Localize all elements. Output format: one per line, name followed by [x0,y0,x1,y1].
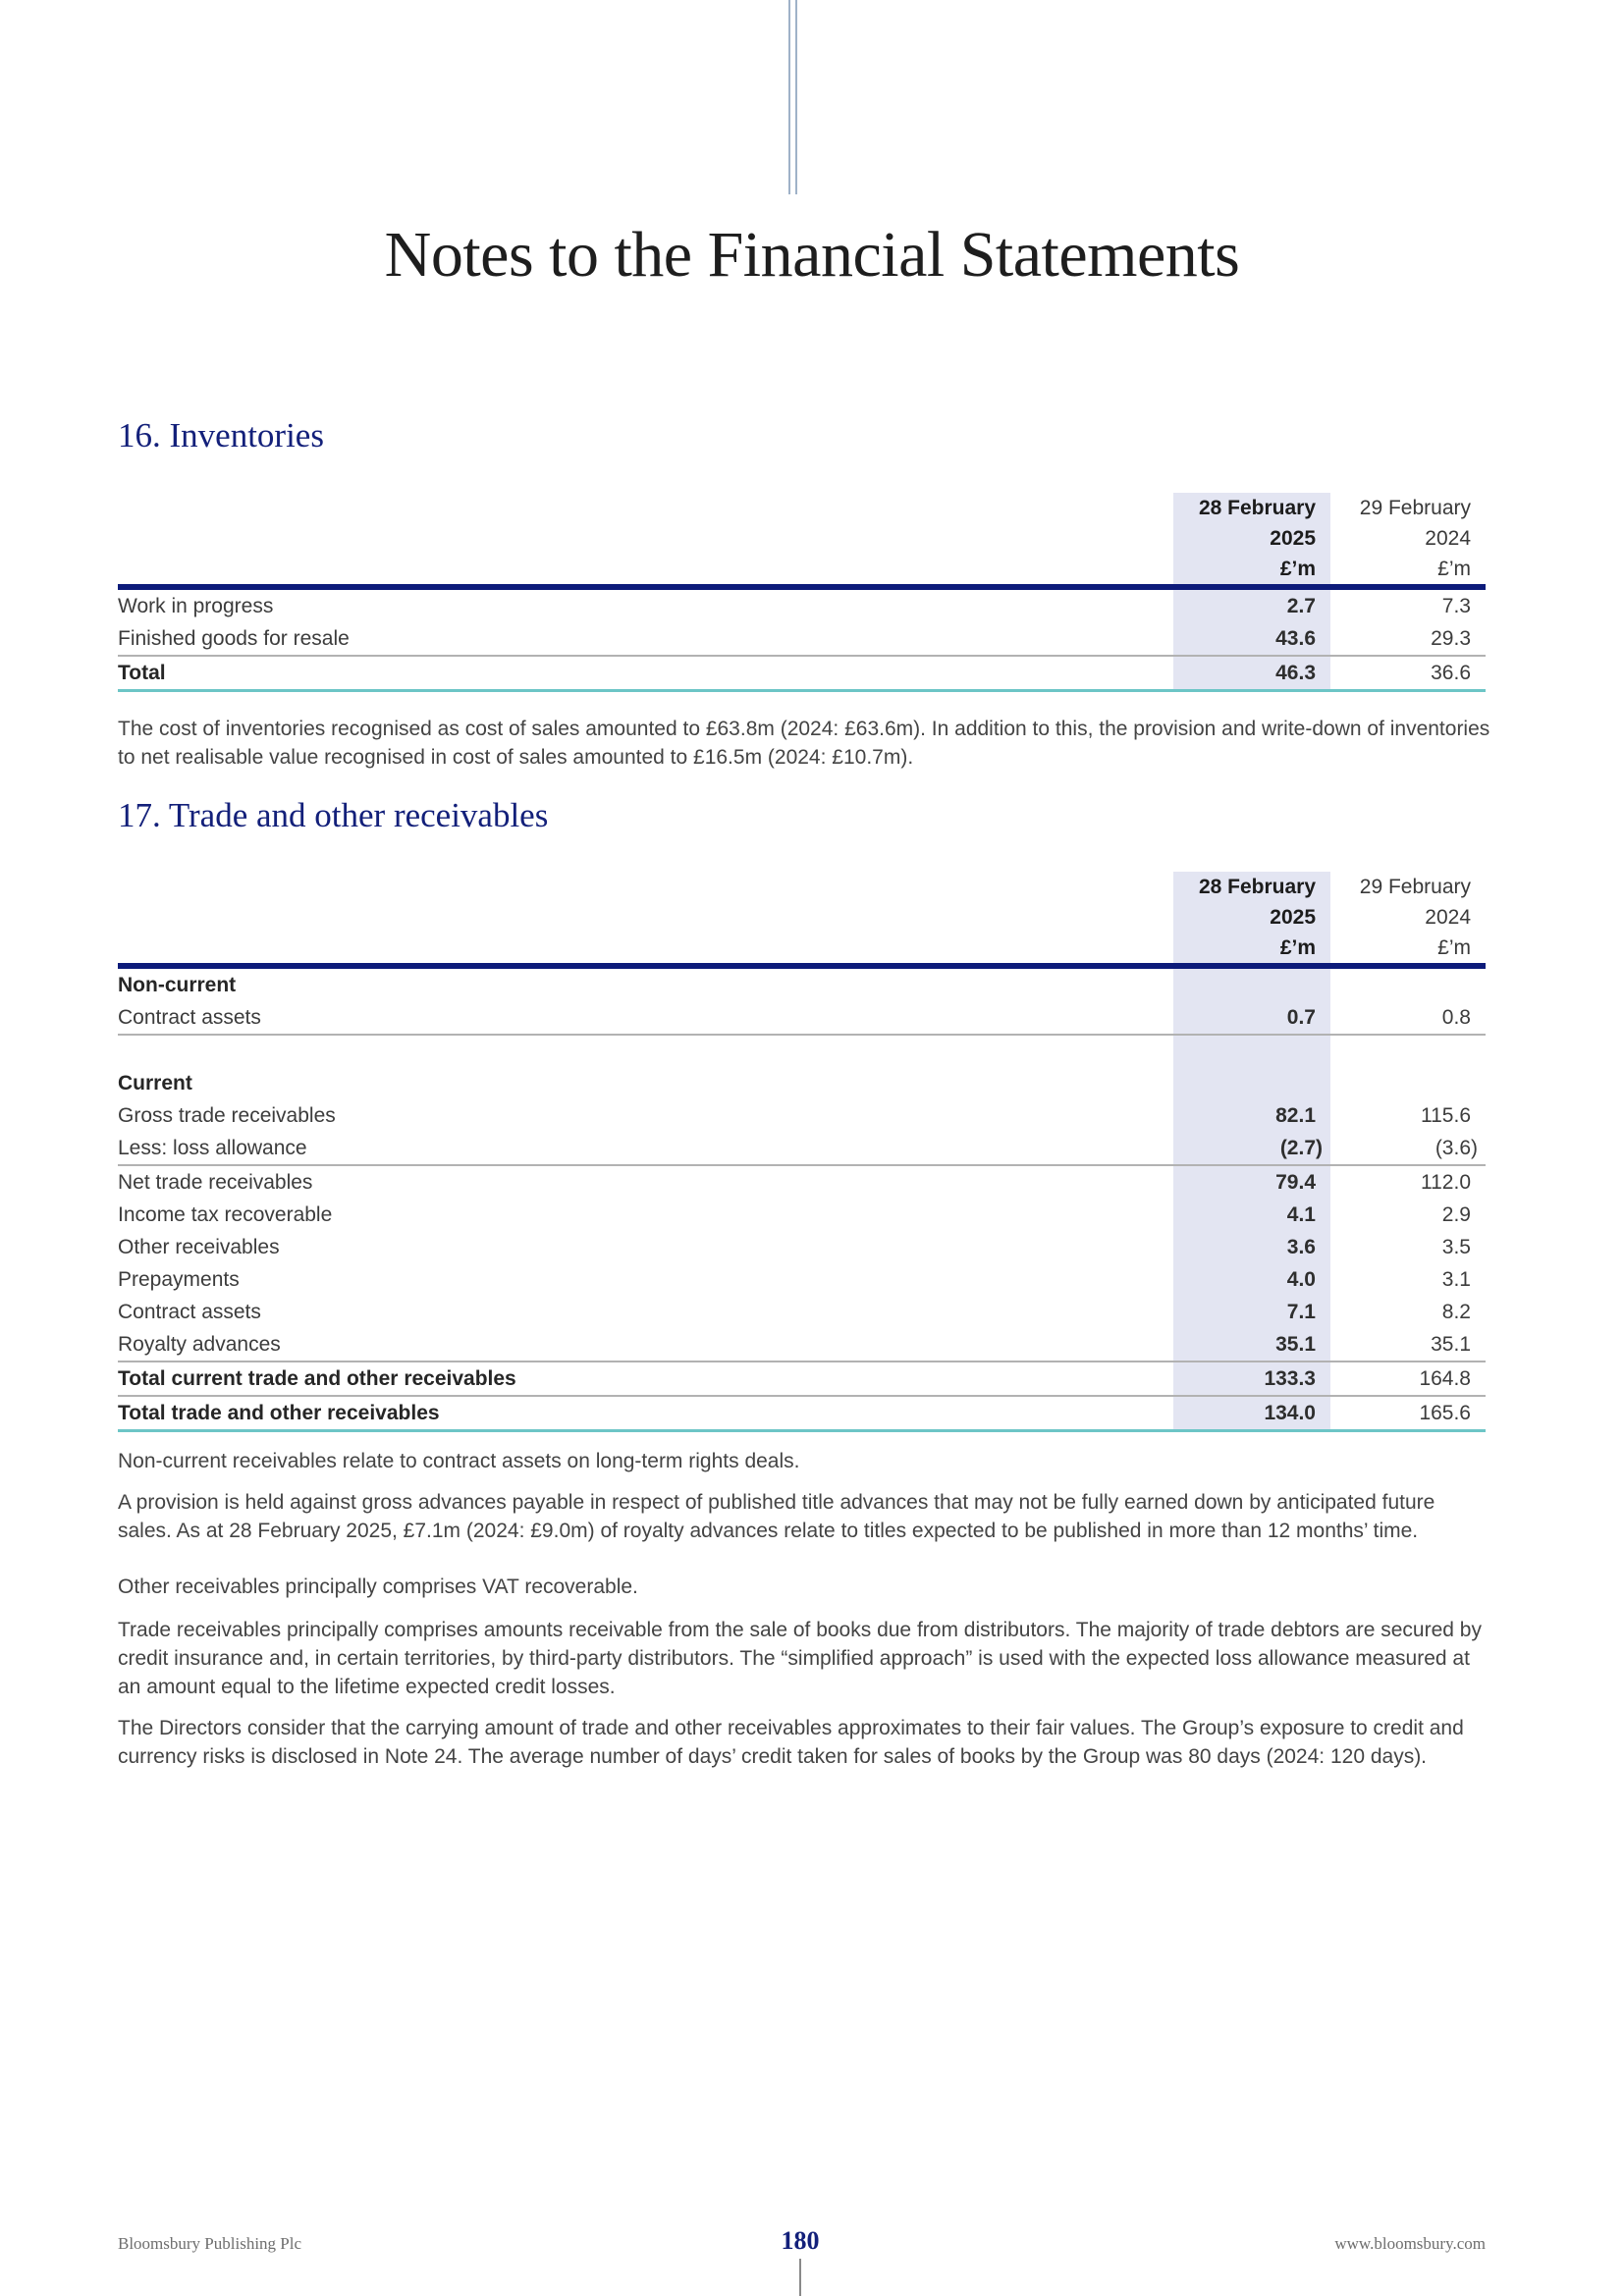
receivables-note: The Directors consider that the carrying amount of trade and other receivables approximates to their fair values. The Group’s exposure to credit and currency risks is disclosed in Note 24. The average number of days’ credit taken for sales of books by the Group was 80 days (2024: 120 days). [118,1717,1464,1768]
previous-period-unit: £’m [1330,933,1486,966]
table-row [118,1199,1486,1231]
previous-period-unit: £’m [1330,554,1486,587]
current-value: 35.1 [1173,1328,1330,1362]
current-value: 2.7 [1173,587,1330,622]
table-row [118,622,1486,656]
row-label: Total current trade and other receivables [118,1362,1173,1396]
section-label-row [118,966,1486,1001]
table-row [118,1165,1486,1199]
header-row [118,493,1486,523]
previous-value: 36.6 [1330,656,1486,691]
row-label: Other receivables [118,1236,280,1258]
current-value: (2.7) [1173,1132,1330,1165]
table-row [118,1132,1486,1165]
previous-value: 165.6 [1330,1396,1486,1431]
previous-period-header-line2: 2024 [1425,527,1471,550]
subtotal-row [118,1362,1486,1396]
previous-value: 29.3 [1330,622,1486,656]
total-row [118,656,1486,691]
receivables-note: A provision is held against gross advances payable in respect of published title advances that may not be fully earned down by anticipated future sales. As at 28 February 2025, £7.1m (2024: £9.0m) of royalty advances relate to titles expected to be published in more than 12 months’ time. [118,1491,1435,1542]
previous-period-header-line2: 2024 [1425,906,1471,929]
header-row [118,554,1486,587]
row-label: Contract assets [118,1001,1173,1035]
row-label: Less: loss allowance [118,1132,1173,1165]
previous-period-header-line1: 29 February [1359,876,1471,898]
current-period-header-line2: 2025 [1173,902,1330,933]
current-value: 46.3 [1173,656,1330,691]
inventories-heading: 16. Inventories [118,416,324,454]
current-value: 4.0 [1173,1263,1330,1296]
row-label: Total trade and other receivables [118,1396,1173,1431]
section-label-row [118,1067,1486,1099]
previous-period-header-line1: 29 February [1359,497,1471,519]
table-row [118,1099,1486,1132]
table-row [118,1001,1486,1035]
previous-value: (3.6) [1330,1132,1486,1165]
current-period-header-line1: 28 February [1173,872,1330,902]
header-row [118,902,1486,933]
receivables-note: Non-current receivables relate to contract assets on long-term rights deals. [118,1450,800,1472]
previous-value: 3.5 [1441,1236,1471,1258]
row-label: Work in progress [118,595,274,617]
previous-value: 2.9 [1441,1203,1471,1226]
inventories-table [118,493,1486,692]
row-label: Net trade receivables [118,1171,313,1194]
current-value: 3.6 [1173,1231,1330,1263]
footer-company-name: Bloomsbury Publishing Plc [118,2234,302,2253]
previous-value: 7.3 [1441,595,1471,617]
current-period-header-line1: 28 February [1173,493,1330,523]
table-row [118,1328,1486,1362]
header-row [118,933,1486,966]
current-value: 82.1 [1173,1099,1330,1132]
receivables-table [118,872,1486,1432]
current-period-header-line2: 2025 [1173,523,1330,554]
previous-value: 8.2 [1441,1301,1471,1323]
previous-value: 112.0 [1421,1171,1471,1194]
section-label-current: Current [118,1072,192,1095]
top-decorative-rule-right [795,0,797,194]
row-label: Contract assets [118,1301,261,1323]
table-row [118,587,1486,622]
row-label: Total [118,656,1173,691]
previous-value: 115.6 [1421,1104,1471,1127]
table-row [118,1296,1486,1328]
current-value: 134.0 [1173,1396,1330,1431]
header-row [118,872,1486,902]
current-value: 133.3 [1173,1362,1330,1396]
inventories-note: The cost of inventories recognised as cost of sales amounted to £63.8m (2024: £63.6m). In addition to this, the provision and write-down of inventories to net realisable value recognised in cost of sales amounted to £16.5m (2024: £10.7m). [118,718,1490,769]
page-number: 180 [781,2226,820,2255]
receivables-heading: 17. Trade and other receivables [118,796,549,834]
current-period-unit: £’m [1173,554,1330,587]
table-row [118,1263,1486,1296]
header-row [118,523,1486,554]
top-decorative-rule-left [788,0,790,194]
previous-value: 35.1 [1330,1328,1486,1362]
current-value: 79.4 [1173,1165,1330,1199]
row-label: Prepayments [118,1268,240,1291]
current-value: 43.6 [1173,622,1330,656]
footer-website[interactable]: www.bloomsbury.com [1334,2234,1486,2253]
row-label: Income tax recoverable [118,1203,333,1226]
section-label-non-current: Non-current [118,974,237,996]
previous-value: 0.8 [1330,1001,1486,1035]
total-row [118,1396,1486,1431]
page-title: Notes to the Financial Statements [384,219,1240,291]
previous-value: 164.8 [1330,1362,1486,1396]
spacer-row [118,1035,1486,1067]
previous-value: 3.1 [1441,1268,1471,1291]
table-row [118,1231,1486,1263]
row-label: Finished goods for resale [118,622,1173,656]
current-value: 7.1 [1173,1296,1330,1328]
row-label: Royalty advances [118,1328,1173,1362]
row-label: Gross trade receivables [118,1104,336,1127]
current-period-unit: £’m [1173,933,1330,966]
current-value: 0.7 [1173,1001,1330,1035]
current-value: 4.1 [1173,1199,1330,1231]
receivables-note: Other receivables principally comprises VAT recoverable. [118,1575,638,1598]
bottom-decorative-rule [799,2259,801,2296]
receivables-note: Trade receivables principally comprises amounts receivable from the sale of books due from distributors. The majority of trade debtors are secured by credit insurance and, in certain territories, by third-party distributors. The “simplified approach” is used with the expected loss allowance measured at an amount equal to the lifetime expected credit losses. [118,1619,1482,1698]
